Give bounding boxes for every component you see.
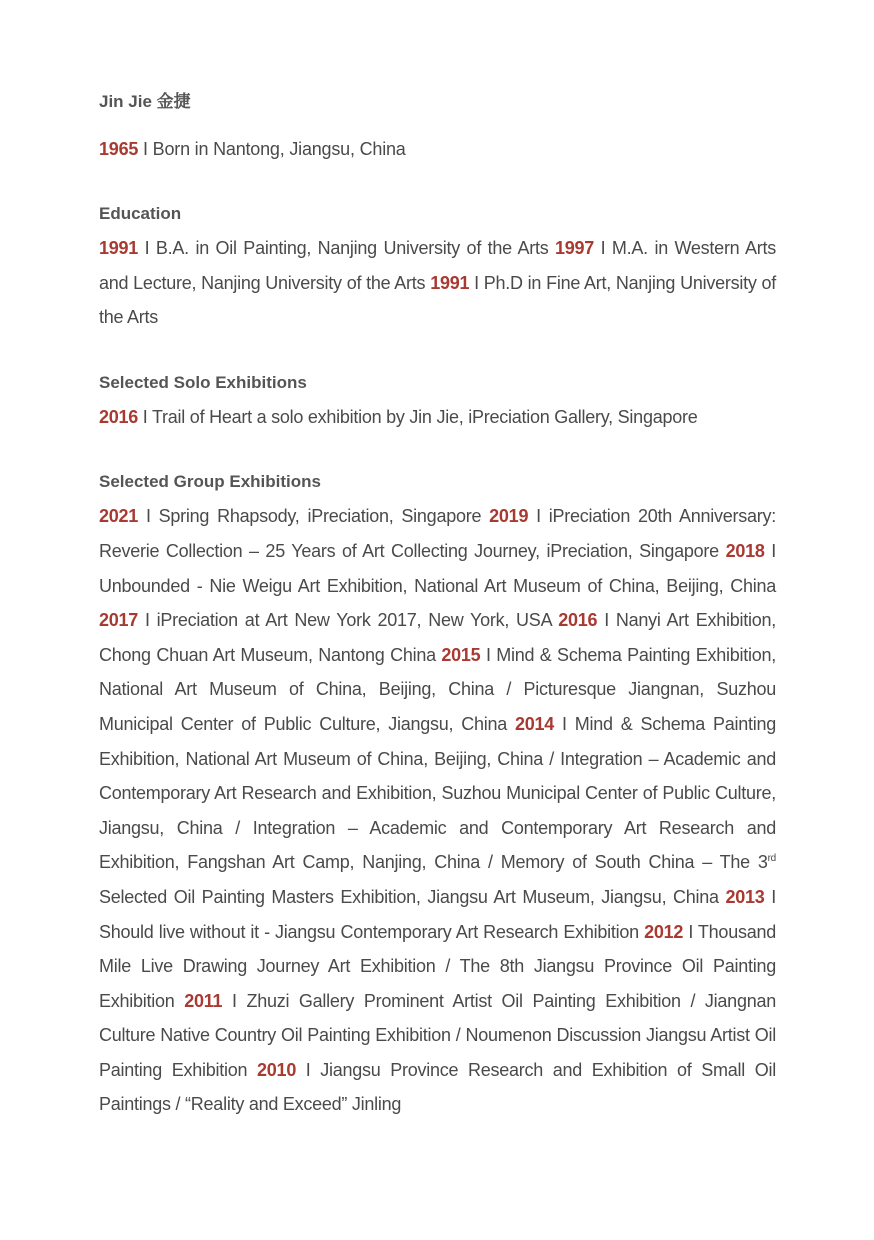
education-entries (99, 231, 776, 335)
entry-year: 2017 (99, 610, 139, 631)
entry-year: 1991 (99, 238, 139, 258)
entry-text: I Jiangsu Province Research and Exhibition of Small Oil Paintings / “Reality and Exceed” Jinling (99, 1059, 776, 1115)
entry-year: 2010 (257, 1059, 297, 1080)
entry-text: I Thousand Mile Live Drawing Journey Art Exhibition / The 8th Jiangsu Province Oil Painting Exhibition (99, 921, 776, 1011)
cv-page (99, 88, 776, 1122)
group-exhibitions-entries (99, 499, 776, 1122)
entry-text: I B.A. in Oil Painting, Nanjing University of the Arts (138, 238, 555, 258)
entry-text: I Unbounded - Nie Weigu Art Exhibition, National Art Museum of China, Beijing, China (99, 540, 776, 596)
entry-text: I Should live without it - Jiangsu Contemporary Art Research Exhibition (99, 886, 776, 942)
entry-year: 2014 (515, 713, 555, 734)
entry-year: 1991 (430, 272, 470, 293)
entry-text: I Mind & Schema Painting Exhibition, National Art Museum of China, Beijing, China / Picturesque Jiangnan, Suzhou Municipal Center of Public Culture, Jiangsu, China (99, 644, 776, 734)
entry-text: I iPreciation 20th Anniversary: Reverie Collection – 25 Years of Art Collecting Journey, iPreciation, Singapore (99, 506, 776, 561)
solo-exhibitions-entries (99, 400, 776, 435)
ordinal-suffix: rd (767, 853, 776, 865)
entry-year: 1997 (555, 238, 595, 258)
education-title: Education (99, 204, 182, 223)
entry-year: 2011 (184, 990, 223, 1011)
entry-text: I iPreciation at Art New York 2017, New York, USA (138, 610, 559, 631)
entry-text: I M.A. in Western Arts and Lecture, Nanjing University of the Arts (99, 238, 776, 293)
entry-year: 2018 (725, 540, 765, 561)
solo-exhibitions-title: Selected Solo Exhibitions (99, 372, 307, 392)
entry-text: I Nanyi Art Exhibition, Chong Chuan Art Museum, Nantong China (99, 610, 776, 665)
entry-year: 2021 (99, 506, 139, 527)
group-exhibitions-section (99, 468, 776, 1122)
birth-year: 1965 (99, 139, 139, 159)
entry-year: 2013 (725, 886, 765, 907)
entry-text: I Trail of Heart a solo exhibition by Jin Jie, iPreciation Gallery, Singapore (138, 406, 698, 427)
education-section (99, 200, 776, 335)
entry-text: I Ph.D in Fine Art, Nanjing University of the Arts (99, 272, 777, 328)
birth-line (99, 132, 776, 166)
entry-text: I Mind & Schema Painting Exhibition, National Art Museum of China, Beijing, China / Integration – Academic and Contemporary Art Research and Exhibition, Suzhou Municipal Center of Public Culture, Jiangsu, China / Integration – Academic and Contemporary Art Research and Exhibition, Fangshan Art Camp, Nanjing, China / Memory of South China – The 3 (99, 713, 776, 873)
artist-name: Jin Jie 金捷 (99, 92, 191, 111)
entry-year: 2015 (441, 644, 481, 665)
entry-text: I Spring Rhapsody, iPreciation, Singapore (138, 506, 490, 527)
group-exhibitions-title: Selected Group Exhibitions (99, 472, 321, 492)
entry-year: 2016 (558, 610, 598, 631)
entry-text: Selected Oil Painting Masters Exhibition, Jiangsu Art Museum, Jiangsu, China (99, 886, 726, 907)
solo-exhibitions-section (99, 369, 776, 435)
entry-year: 2019 (489, 506, 529, 527)
entry-text: I Zhuzi Gallery Prominent Artist Oil Painting Exhibition / Jiangnan Culture Native Country Oil Painting Exhibition / Noumenon Discussion Jiangsu Artist Oil Painting Exhibition (99, 990, 776, 1080)
entry-year: 2016 (99, 406, 139, 427)
birth-text: I Born in Nantong, Jiangsu, China (138, 139, 406, 159)
entry-year: 2012 (644, 921, 684, 942)
